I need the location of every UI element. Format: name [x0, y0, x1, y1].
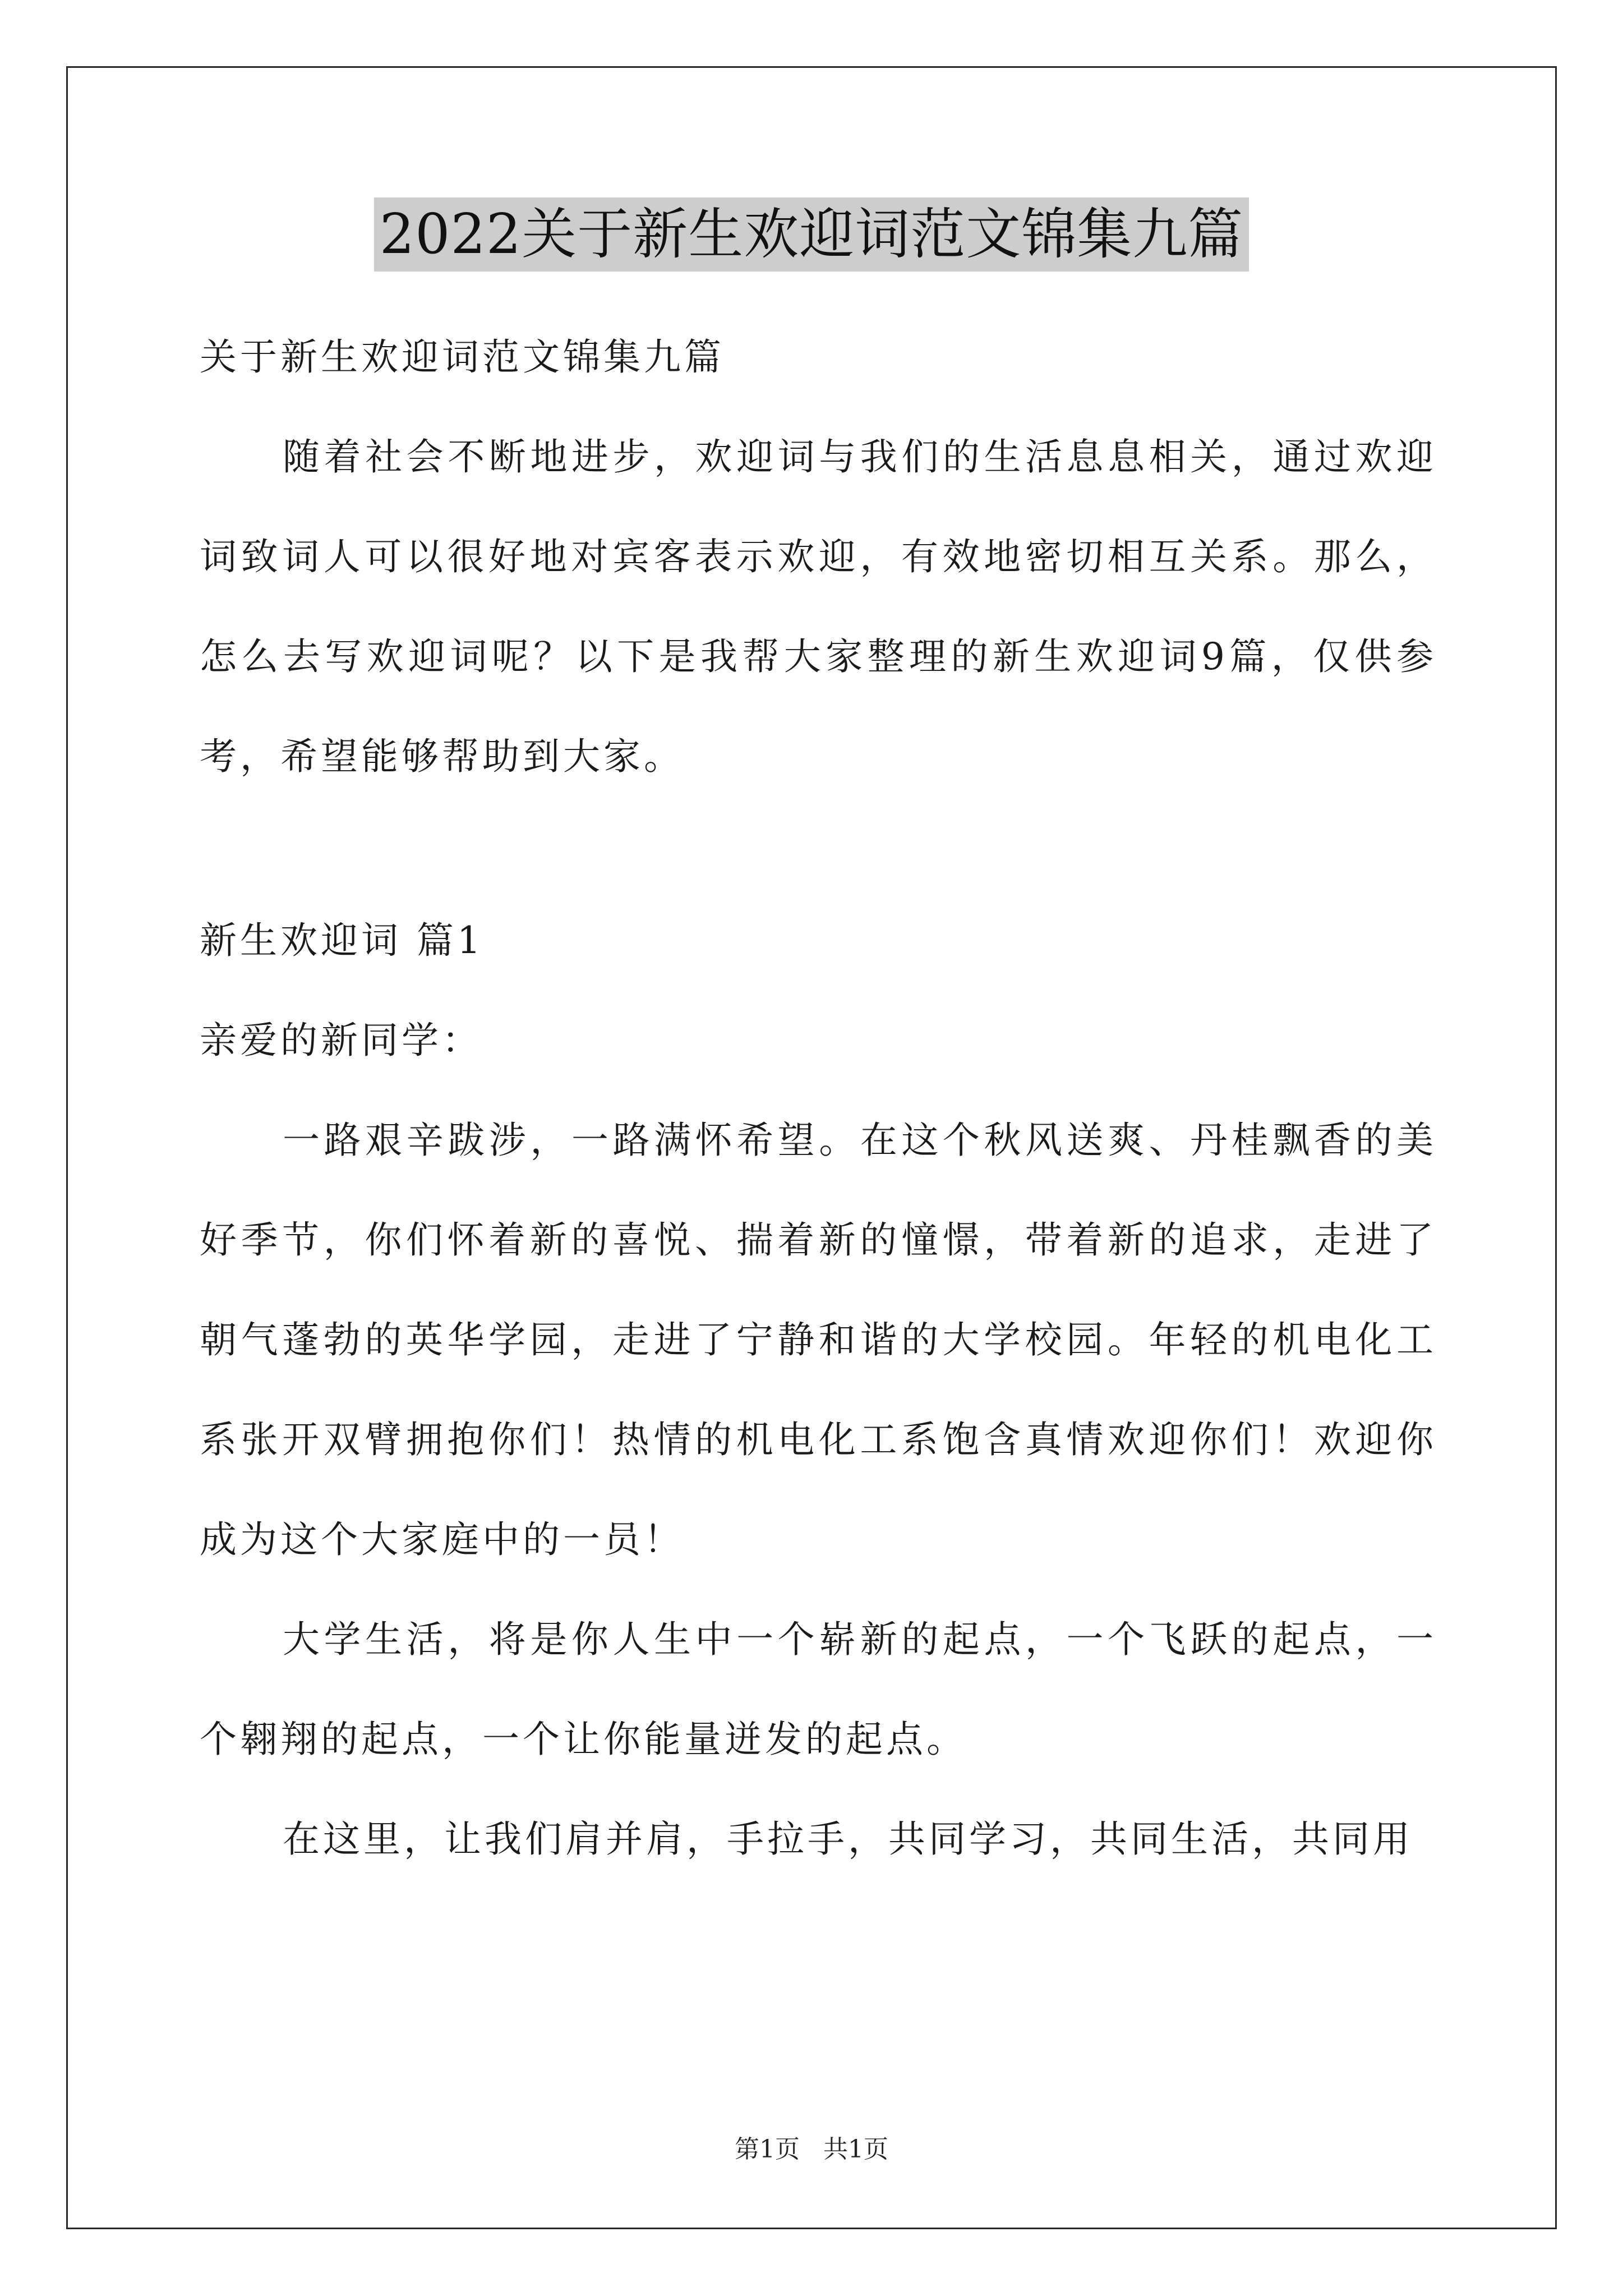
title-container — [0, 197, 1623, 272]
page-footer — [0, 2129, 1623, 2165]
page-total: 共1页 — [823, 2135, 888, 2164]
intro-paragraph: 随着社会不断地进步，欢迎词与我们的生活息息相关，通过欢迎词致词人可以很好地对宾客表示欢迎，有效地密切相互关系。那么，怎么去写欢迎词呢？以下是我帮大家整理的新生欢迎词9篇，仅供参考，希望能够帮助到大家。 — [200, 435, 1437, 778]
body-paragraph: 一路艰辛跋涉，一路满怀希望。在这个秋风送爽、丹桂飘香的美好季节，你们怀着新的喜悦、揣着新的憧憬，带着新的追求，走进了朝气蓬勃的英华学园，走进了宁静和谐的大学校园。年轻的机电化工系张开双臂拥抱你们！热情的机电化工系饱含真情欢迎你们！欢迎你成为这个大家庭中的一员！ — [200, 1119, 1437, 1561]
section-heading: 新生欢迎词 篇1 — [200, 919, 484, 962]
document-body — [200, 307, 1437, 1889]
page-number: 第1页 — [735, 2135, 800, 2164]
section-spacer — [200, 807, 1437, 891]
document-title: 2022关于新生欢迎词范文锦集九篇 — [374, 197, 1249, 272]
body-paragraph: 大学生活，将是你人生中一个崭新的起点，一个飞跃的起点，一个翱翔的起点，一个让你能量迸发的起点。 — [200, 1618, 1437, 1761]
salutation: 亲爱的新同学： — [200, 1019, 482, 1062]
body-paragraph: 在这里，让我们肩并肩，手拉手，共同学习，共同生活，共同用 — [283, 1818, 1413, 1861]
document-subtitle: 关于新生欢迎词范文锦集九篇 — [200, 335, 725, 379]
